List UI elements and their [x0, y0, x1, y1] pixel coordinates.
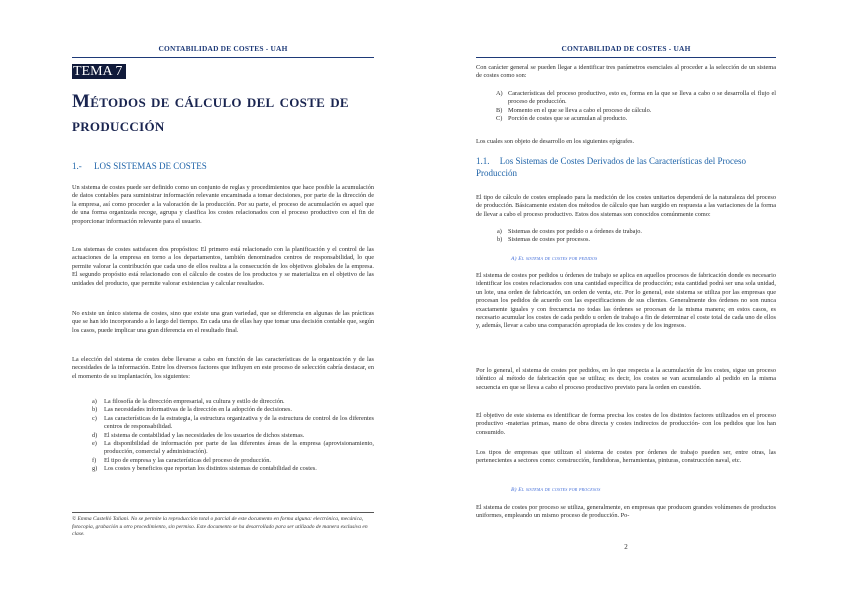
subheading-procesos: B) El sistema de costes por procesos	[511, 487, 601, 493]
list-item: b) Las necesidades informativas de la dirección en la adopción de decisiones.	[92, 406, 292, 414]
paragraph: La elección del sistema de costes debe llevarse a cabo en función de las características de la organización y de las necesidades de la información. Entre los diversos factores que influyen en este proceso de selección cabría destacar, en el momento de su implantación, los siguientes:	[72, 356, 374, 380]
list-item: a) Sistemas de costes por pedido o a órdenes de trabajo.	[497, 228, 642, 235]
paragraph: Con carácter general se pueden llegar a identificar tres parámetros esenciales al proceder a la selección de un sistema de costes como son:	[476, 64, 776, 80]
paragraph: Un sistema de costes puede ser definido como un conjunto de reglas y procedimientos que hace posible la acumulación de datos contables para suministrar información relevante encaminada a tomar decisiones, por parte de la dirección de la empresa, así como proceder a la valoración de la producción. Por su parte, el proceso de acumulación es aquel que de una forma organizada recoge, agrupa y clasifica los costes relacionados con el proceso productivo con el fin de proporcionar información relevante para el usuario.	[72, 184, 374, 225]
paragraph: El objetivo de este sistema es identificar de forma precisa los costes de los distintos factores utilizados en el proceso productivo -materias primas, mano de obra directa y costes indirectos de producción- con los pedidos que los han consumido.	[476, 412, 776, 436]
right-page	[476, 0, 776, 599]
list-item: g) Los costes y beneficios que reportan los distintos sistemas de contabilidad de costes.	[92, 465, 317, 473]
copyright-footnote: © Emma Castelló Taliani. No se permite la reproducción total o parcial de este documento en forma alguna: electrónica, mecánica, fotocopia, grabación u otro procedimiento, sin permiso. Este documento se ha desarrollado para ser utilizado de manera exclusiva en clase.	[72, 516, 368, 538]
list-item: A) Características del proceso productivo, esto es, forma en la que se lleva a cabo o se desarrolla el flujo el proceso de producción.	[496, 90, 776, 106]
footnote-rule	[72, 512, 374, 513]
section-number: 1.1.	[476, 156, 490, 166]
list-item: B) Momento en el que se lleva a cabo el proceso de cálculo.	[496, 106, 652, 114]
section-title: Los Sistemas de Costes Derivados de las Características del Proceso Producción	[476, 156, 746, 178]
chapter-label: TEMA 7	[72, 64, 126, 79]
list-item: e) La disponibilidad de información por parte de las diferentes áreas de la empresa (aprovisionamiento, producción, comercial y administración).	[92, 440, 374, 456]
paragraph: El tipo de cálculo de costes empleado para la medición de los costes unitarios dependerá de la naturaleza del proceso de producción. Básicamente existen dos métodos de cálculo que han surgido en respuesta a las variaciones de la forma de llevar a cabo el proceso productivo. Estos dos sistemas son conocidos comúnmente como:	[476, 194, 776, 218]
paragraph: El sistema de costes por pedidos u órdenes de trabajo se aplica en aquellos procesos de fabricación donde es necesario identificar los costes relacionados con una cantidad específica de producción; esta cantidad podrá ser una sola unidad, un lote, una orden de fabricación, un orden de venta, etc. Por lo general, este sistema se utiliza por las empresas que procesan los pedidos de acuerdo con las especificaciones de sus clientes. Generalmente dos órdenes no son nunca exactamente iguales y con frecuencia no todas las órdenes se procesan de la misma manera; en estos casos, es necesario acumular los costes de cada pedido u orden de trabajo a fin de determinar el coste total de cada uno de ellos y, además, llevar a cabo una comparación apropiada de los costes y de los ingresos.	[476, 272, 776, 330]
list-item: f) El tipo de empresa y las características del proceso de producción.	[92, 456, 271, 464]
section-heading	[72, 160, 207, 172]
list-item: d) El sistema de contabilidad y las necesidades de los usuarios de dichos sistemas.	[92, 431, 305, 439]
paragraph: No existe un único sistema de costes, sino que existe una gran variedad, que se diferencia en algunas de las prácticas que se han ido incorporando a lo largo del tiempo. En cada una de ellas hay que tomar una decisión contable que, según los casos, puede implicar una gran diferencia en el resultado final.	[72, 310, 374, 334]
subheading-pedidos: A) El sistema de costes por pedidos	[511, 256, 598, 262]
chapter-title: Métodos de cálculo del coste de producción	[72, 91, 349, 136]
paragraph: Los cuales son objeto de desarrollo en los siguientes epígrafes.	[476, 138, 635, 145]
paragraph: Los tipos de empresas que utilizan el sistema de costes por órdenes de trabajo pueden ser, entre otras, las pertenecientes a sectores como: construcción, fundidoras, herramientas, pinturas, construcción naval, etc.	[476, 449, 776, 465]
section-number: 1.-	[72, 161, 82, 171]
subsection-heading	[476, 155, 776, 179]
list-item: C) Porción de costes que se acumulan al producto.	[496, 115, 628, 123]
factor-list	[72, 398, 374, 474]
paragraph: Los sistemas de costes satisfacen dos propósitos: El primero está relacionado con la planificación y el control de las actuaciones de la empresa en torno a los departamentos, también denominados centros de responsabilidad, lo que permite valorar la contribución que cada uno de ellos realiza a la consecución de los objetivos globales de la empresa. El segundo propósito está relacionado con el cálculo de costes de los productos y se materializa en el objetivo de las unidades del producto, que permite valorar existencias y calcular resultados.	[72, 246, 374, 287]
running-header: CONTABILIDAD DE COSTES - UAH	[158, 44, 288, 53]
header-rule	[476, 57, 776, 58]
list-item: b) Sistemas de costes por procesos.	[497, 236, 591, 244]
page-number: 2	[624, 543, 628, 551]
list-item: a) La filosofía de la dirección empresarial, su cultura y estilo de dirección.	[92, 398, 285, 405]
left-page	[72, 0, 374, 599]
section-title: LOS SISTEMAS DE COSTES	[94, 161, 207, 171]
parameter-list	[476, 90, 776, 124]
running-header: CONTABILIDAD DE COSTES - UAH	[561, 44, 691, 53]
list-item: c) Las características de la estrategia, la estructura organizativa y de la estructura de control de los diferentes centros de responsabilidad.	[92, 414, 374, 431]
paragraph: El sistema de costes por proceso se utiliza, generalmente, en empresas que producen grandes volúmenes de productos uniformes, empleando un mismo proceso de producción. Po-	[476, 504, 776, 520]
paragraph: Por lo general, el sistema de costes por pedidos, en lo que respecta a la acumulación de los costes, sigue un proceso idéntico al método de fabricación que se utiliza; es decir, los costes se van acumulando al pedido en la misma secuencia en que se lleva a cabo el proceso productivo previsto para la orden en cuestión.	[476, 367, 776, 391]
method-list	[476, 228, 776, 245]
header-rule	[72, 57, 374, 58]
